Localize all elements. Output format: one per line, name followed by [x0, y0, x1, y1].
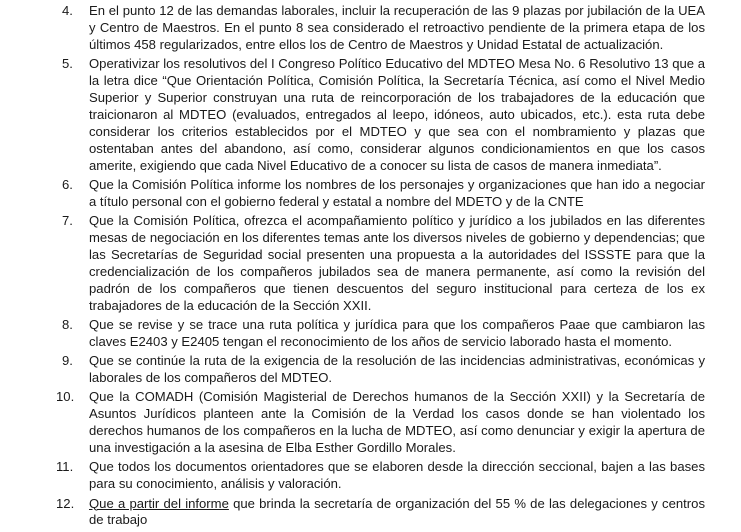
item-number: 10.	[56, 389, 75, 405]
item-text: Operativizar los resolutivos del I Congreso Político Educativo del MDTEO Mesa No. 6 Resolutivo 13 que a la letra dice “Que Orientación Política, Comisión Política, la Secretaría Técnica, así como el Nivel Medio Superior y Superior construyan una ruta de reincorporación de los trabajadores de la educación que traicionaron al MDTEO (evaluados, entregados al leepo, idóneos, auto ubicados, etc.). esta ruta debe considerar los criterios establecidos por el MDTEO y que sea con el nombramiento y plazas que ostentaban antes del abandono, así como, considerar algunos condicionamientos en que los casos amerite, exigiendo que cada Nivel Educativo de a conocer su lista de casos de manera inmediata”.	[89, 56, 705, 173]
item-number: 9.	[62, 353, 73, 369]
item-text: Que se continúe la ruta de la exigencia de la resolución de las incidencias administrativas, económicas y laborales de los compañeros del MDTEO.	[89, 353, 705, 385]
item-text: que brinda la secretaría de organización del 55 % de las delegaciones y centros de trabajo	[89, 495, 705, 528]
item-text: Que la Comisión Política informe los nombres de los personajes y organizaciones que han ido a negociar a título personal con el gobierno federal y estatal a nombre del MDETO y de la CNTE	[89, 176, 705, 209]
list-item	[0, 389, 741, 457]
item-number: 8.	[62, 316, 73, 332]
list-item	[0, 56, 741, 174]
item-number: 5.	[62, 56, 73, 72]
list-item	[0, 213, 741, 314]
list-item	[0, 459, 741, 493]
list-item	[0, 317, 741, 351]
list-item	[0, 177, 741, 211]
item-text: Que todos los documentos orientadores que se elaboren desde la dirección seccional, bajen a las bases para su conocimiento, análisis y valoración.	[89, 459, 705, 492]
list-item	[0, 353, 741, 387]
list-item	[0, 496, 741, 530]
item-text: En el punto 12 de las demandas laborales, incluir la recuperación de las 9 plazas por jubilación de la UEA y Centro de Maestros. En el punto 8 sea considerado el retroactivo pendiente de la primera etapa de los últimos 458 regularizados, entre ellos los de Centro de Maestros y Unidad Estatal de actualización.	[89, 3, 705, 52]
item-number: 6.	[62, 176, 73, 192]
item-number: 12.	[56, 495, 75, 511]
item-number: 7.	[62, 213, 73, 229]
item-underlined-text: Que a partir del informe	[89, 495, 229, 511]
numbered-list	[0, 3, 741, 532]
list-item	[0, 3, 741, 54]
item-text: Que la Comisión Política, ofrezca el acompañamiento político y jurídico a los jubilados en las diferentes mesas de negociación en los diferentes temas ante los diversos niveles de gobierno y dependencias; que las Secretarías de Seguridad social presenten una propuesta a la autoridades del ISSSTE para que la credencialización de los compañeros jubilados sea de manera permanente, así como la revisión del padrón de los compañeros que tienen descuentos del seguro institucional para certeza de los ex trabajadores de la educación de la Sección XXII.	[89, 213, 705, 313]
item-number: 4.	[62, 3, 73, 18]
item-text: Que se revise y se trace una ruta política y jurídica para que los compañeros Paae que cambiaron las claves E2403 y E2405 tengan el reconocimiento de los años de servicio laborado hasta el momento.	[89, 316, 705, 349]
item-number: 11.	[56, 459, 74, 475]
item-text: Que la COMADH (Comisión Magisterial de Derechos humanos de la Sección XXII) y la Secretaría de Asuntos Jurídicos planteen ante la Comisión de la Verdad los casos donde se han violentado los derechos humanos de los compañeros en la lucha de MDTEO, así como denunciar y exigir la apertura de una investigación a la asesina de Elba Esther Gordillo Morales.	[89, 389, 705, 455]
